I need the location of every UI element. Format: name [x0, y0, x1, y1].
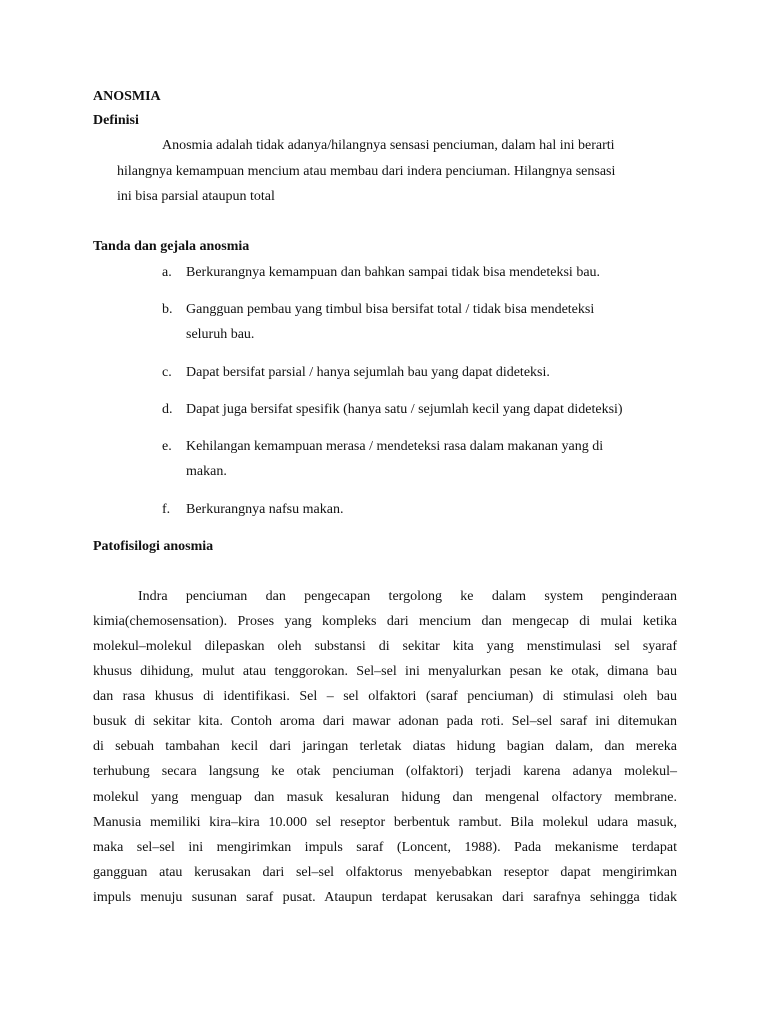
paragraph-line: Indra penciuman dan pengecapan tergolong ke dalam system penginderaan [138, 589, 677, 604]
list-item-text-continued: seluruh bau. [186, 327, 255, 342]
list-marker: a. [162, 265, 172, 280]
paragraph-line: terhubung secara langsung ke otak penciuman (olfaktori) terjadi karena adanya molekul– [93, 764, 677, 779]
paragraph-line: maka sel–sel ini mengirimkan impuls saraf (Loncent, 1988). Pada mekanisme terdapat [93, 840, 677, 855]
definisi-line-2: hilangnya kemampuan mencium atau membau dari indera penciuman. Hilangnya sensasi [117, 164, 616, 179]
section-heading-definisi: Definisi [93, 113, 139, 128]
definisi-line-3: ini bisa parsial ataupun total [117, 189, 275, 204]
list-marker: f. [162, 502, 171, 517]
list-marker: b. [162, 302, 173, 317]
paragraph-line: gangguan atau kerusakan dari sel–sel olfaktorus menyebabkan reseptor dapat mengirimkan [93, 865, 677, 880]
paragraph-line: di sebuah tambahan kecil dari jaringan terletak diatas hidung bagian dalam, dan mereka [93, 739, 677, 754]
list-marker: d. [162, 402, 173, 417]
list-item-text: Dapat bersifat parsial / hanya sejumlah bau yang dapat dideteksi. [186, 365, 550, 380]
document-title: ANOSMIA [93, 89, 161, 104]
section-heading-patofisiologi: Patofisilogi anosmia [93, 539, 214, 554]
list-marker: c. [162, 365, 172, 380]
paragraph-line: busuk di sekitar kita. Contoh aroma dari mawar adonan pada roti. Sel–sel saraf ini ditemukan [93, 714, 677, 729]
list-item-text: Gangguan pembau yang timbul bisa bersifat total / tidak bisa mendeteksi [186, 302, 595, 317]
list-item-text: Berkurangnya nafsu makan. [186, 502, 344, 517]
list-item-text: Kehilangan kemampuan merasa / mendeteksi rasa dalam makanan yang di [186, 439, 604, 454]
paragraph-line: dan rasa khusus di identifikasi. Sel – sel olfaktori (saraf penciuman) di stimulasi oleh bau [93, 689, 677, 704]
paragraph-line: impuls menuju susunan saraf pusat. Ataupun terdapat kerusakan dari sarafnya sehingga tidak [93, 890, 677, 905]
paragraph-line: Manusia memiliki kira–kira 10.000 sel reseptor berbentuk rambut. Bila molekul udara masuk, [93, 815, 677, 830]
paragraph-line: molekul–molekul dilepaskan oleh substansi di sekitar kita yang menstimulasi sel syaraf [93, 639, 677, 654]
paragraph-line: kimia(chemosensation). Proses yang kompleks dari mencium dan mengecap di mulai ketika [93, 614, 677, 629]
list-marker: e. [162, 439, 172, 454]
section-heading-tanda-gejala: Tanda dan gejala anosmia [93, 239, 250, 254]
list-item-text: Berkurangnya kemampuan dan bahkan sampai tidak bisa mendeteksi bau. [186, 265, 601, 280]
paragraph-line: molekul yang menguap dan masuk kesaluran hidung dan mengenal olfactory membrane. [93, 790, 677, 805]
list-item-text-continued: makan. [186, 464, 227, 479]
paragraph-line: khusus dihidung, mulut atau tenggorokan. Sel–sel ini menyalurkan pesan ke otak, dimana bau [93, 664, 677, 679]
list-item-text: Dapat juga bersifat spesifik (hanya satu / sejumlah kecil yang dapat dideteksi) [186, 402, 623, 417]
definisi-line-1: Anosmia adalah tidak adanya/hilangnya sensasi penciuman, dalam hal ini berarti [162, 138, 615, 153]
